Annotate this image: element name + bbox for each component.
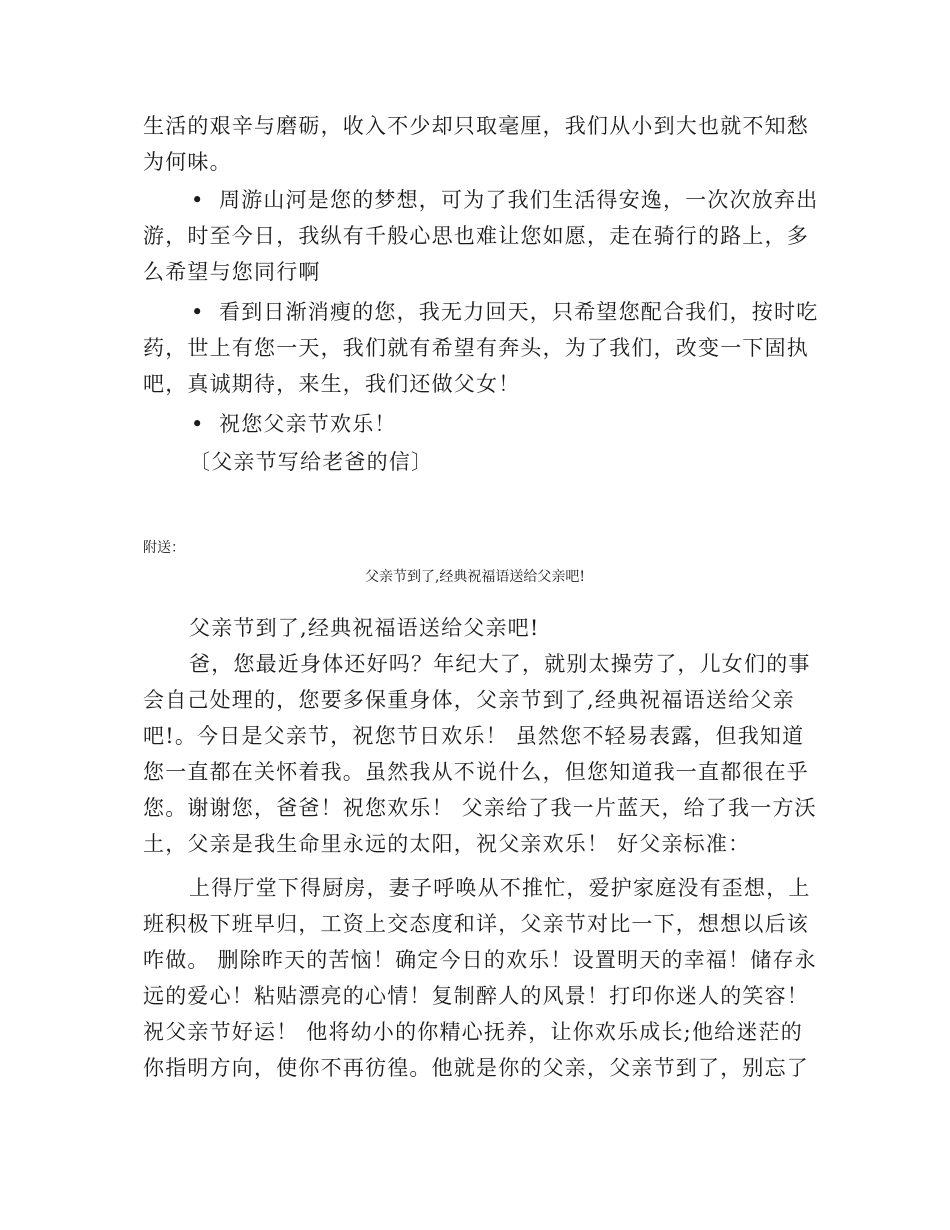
letter-closing: 〔父亲节写给老爸的信〕: [189, 450, 434, 474]
appendix-paragraph: [143, 646, 817, 862]
text-line: 周游山河是您的梦想，可为了我们生活得安逸，一次次放弃出: [219, 188, 819, 212]
text-line: 为何味。: [143, 150, 232, 174]
text-line: 吧，真诚期待，来生，我们还做父女！: [143, 372, 521, 396]
letter-bullet-item: [143, 294, 819, 402]
text-line: 会自己处理的，您要多保重身体，父亲节到了,经典祝福语送给父亲: [143, 688, 795, 712]
appendix-paragraph: [143, 870, 817, 1086]
text-line: 远的爱心！粘贴漂亮的心情！复制醉人的风景！打印你迷人的笑容！: [143, 984, 809, 1008]
text-line: 班积极下班早归，工资上交态度和详，父亲节对比一下，想想以后该: [143, 912, 809, 936]
bullet-marker: •: [191, 188, 205, 212]
text-line: 你指明方向，使你不再彷徨。他就是你的父亲，父亲节到了，别忘了: [143, 1056, 809, 1080]
text-line: 咋做。 删除昨天的苦恼！确定今日的欢乐！设置明天的幸福！储存永: [143, 948, 817, 972]
text-line: 祝父亲节好运！ 他将幼小的你精心抚养，让你欢乐成长;他给迷茫的: [143, 1020, 803, 1044]
text-line: 您。谢谢您，爸爸！祝您欢乐！ 父亲给了我一片蓝天，给了我一方沃: [143, 796, 817, 820]
text-line: 吧!。今日是父亲节，祝您节日欢乐！ 虽然您不轻易表露，但我知道: [143, 724, 805, 748]
text-line: 上得厅堂下得厨房，妻子呼唤从不推忙，爱护家庭没有歪想，上: [189, 876, 811, 900]
appendix-label: 附送：: [143, 540, 185, 556]
appendix-title: 父亲节到了,经典祝福语送给父亲吧!: [364, 569, 586, 585]
text-line: 土，父亲是我生命里永远的太阳，祝父亲欢乐！ 好父亲标准：: [143, 832, 751, 856]
letter-bullet-item: [143, 406, 807, 442]
text-line: 游，时至今日，我纵有千般心思也难让您如愿，走在骑行的路上，多: [143, 224, 809, 248]
text-line: 药，世上有您一天，我们就有希望有奔头，为了我们，改变一下固执: [143, 336, 809, 360]
text-line: 看到日渐消瘦的您，我无力回天，只希望您配合我们，按时吃: [219, 300, 819, 324]
text-line: 父亲节到了,经典祝福语送给父亲吧!: [189, 616, 540, 640]
bullet-marker: •: [191, 300, 205, 324]
text-line: 生活的艰辛与磨砺，收入不少却只取毫厘，我们从小到大也就不知愁: [143, 114, 809, 138]
text-line: 么希望与您同行啊: [143, 260, 321, 284]
text-line: 爸，您最近身体还好吗？年纪大了，就别太操劳了，儿女们的事: [189, 652, 811, 676]
appendix-paragraph: [143, 610, 807, 646]
letter-continuation-paragraph: [143, 108, 807, 180]
letter-bullet-item: [143, 182, 819, 290]
text-line: 祝您父亲节欢乐！: [219, 412, 397, 436]
bullet-marker: •: [191, 412, 205, 436]
text-line: 您一直都在关怀着我。虽然我从不说什么，但您知道我一直都很在乎: [143, 760, 809, 784]
